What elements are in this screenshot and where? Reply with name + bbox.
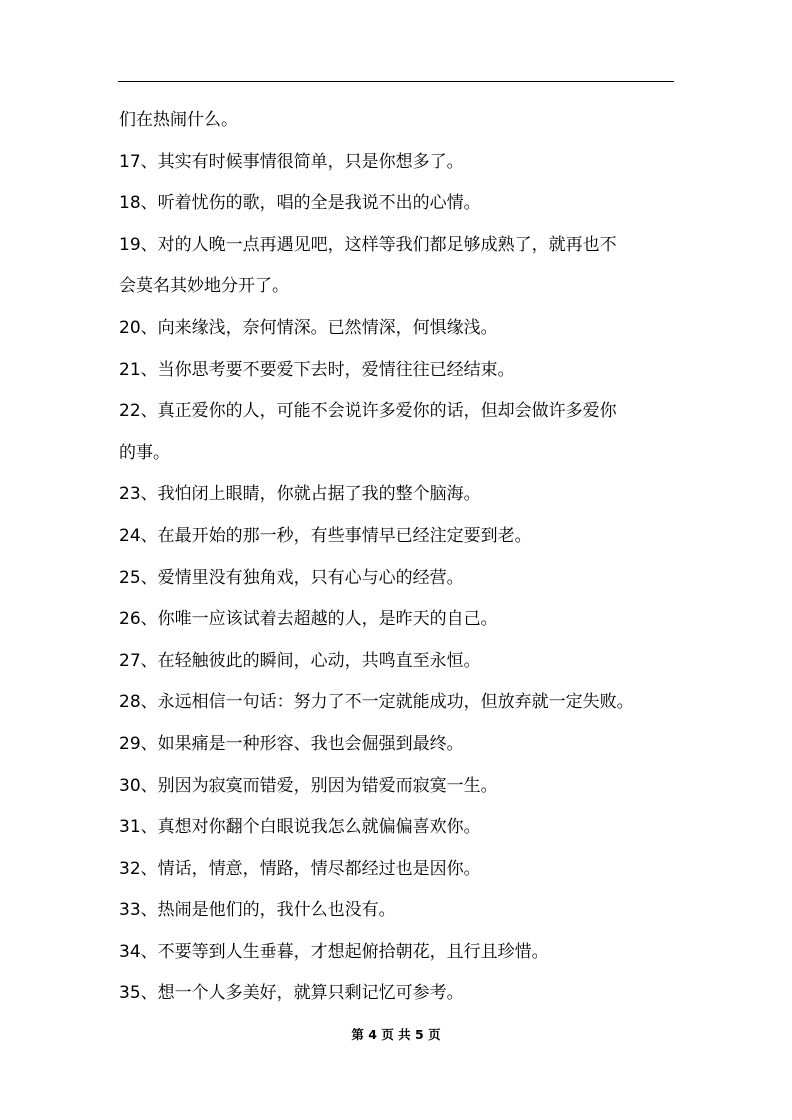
text-line: 会莫名其妙地分开了。 — [119, 276, 289, 297]
text-line: 19、对的人晚一点再遇见吧，这样等我们都足够成熟了，就再也不 — [119, 234, 617, 255]
text-line: 31、真想对你翻个白眼说我怎么就偏偏喜欢你。 — [119, 817, 481, 838]
document-body — [119, 106, 679, 1021]
text-line: 21、当你思考要不要爱下去时，爱情往往已经结束。 — [119, 359, 515, 380]
text-line: 20、向来缘浅，奈何情深。已然情深，何惧缘浅。 — [119, 317, 498, 338]
text-line: 32、情话，情意，情路，情尽都经过也是因你。 — [119, 858, 481, 879]
text-line: 的事。 — [119, 442, 170, 463]
text-line: 33、热闹是他们的，我什么也没有。 — [119, 900, 396, 921]
text-line: 18、听着忧伤的歌，唱的全是我说不出的心情。 — [119, 193, 481, 214]
text-line: 30、别因为寂寞而错爱，别因为错爱而寂寞一生。 — [119, 775, 498, 796]
text-line: 25、爱情里没有独角戏，只有心与心的经营。 — [119, 567, 464, 588]
text-line: 26、你唯一应该试着去超越的人，是昨天的自己。 — [119, 609, 498, 630]
text-line: 35、想一个人多美好，就算只剩记忆可参考。 — [119, 983, 464, 1004]
text-line: 23、我怕闭上眼睛，你就占据了我的整个脑海。 — [119, 484, 481, 505]
text-line: 27、在轻触彼此的瞬间，心动，共鸣直至永恒。 — [119, 650, 481, 671]
text-line: 22、真正爱你的人，可能不会说许多爱你的话，但却会做许多爱你 — [119, 401, 617, 422]
text-line: 29、如果痛是一种形容、我也会倔强到最终。 — [119, 733, 464, 754]
text-line: 们在热闹什么。 — [119, 110, 238, 130]
text-line: 34、不要等到人生垂暮，才想起俯拾朝花，且行且珍惜。 — [119, 941, 549, 962]
text-line: 17、其实有时候事情很简单，只是你想多了。 — [119, 151, 464, 172]
header-rule — [118, 81, 674, 82]
text-line: 28、永远相信一句话：努力了不一定就能成功，但放弃就一定失败。 — [119, 692, 634, 713]
page-number-footer: 第 4 页 共 5 页 — [351, 1027, 441, 1042]
text-line: 24、在最开始的那一秒，有些事情早已经注定要到老。 — [119, 525, 532, 546]
